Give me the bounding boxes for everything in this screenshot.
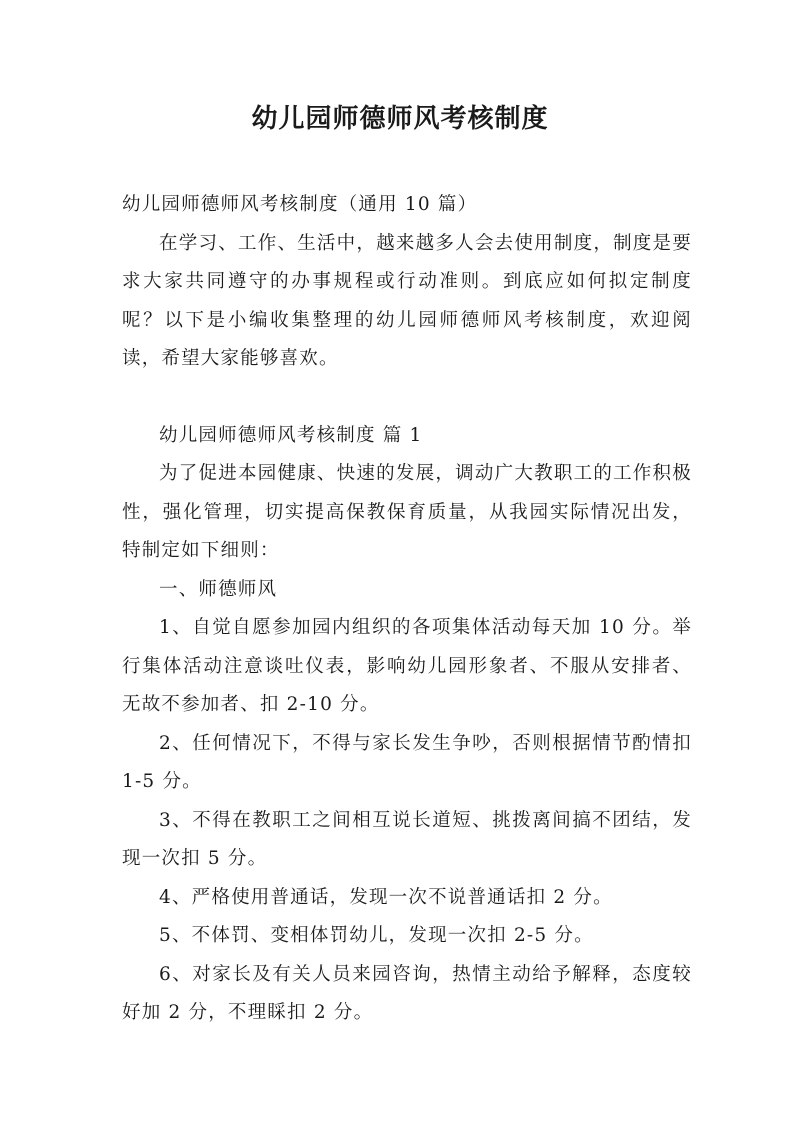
document-subtitle: 幼儿园师德师风考核制度（通用 10 篇） bbox=[122, 194, 478, 215]
document-body bbox=[122, 186, 692, 1033]
rule-item: 6、对家长及有关人员来园咨询，热情主动给予解释，态度较好加 2 分，不理睬扣 2 分。 bbox=[122, 963, 692, 1023]
part-heading: 一、师德师风 bbox=[159, 578, 278, 600]
rule-item: 3、不得在教职工之间相互说长道短、挑拨离间搞不团结，发现一次扣 5 分。 bbox=[122, 809, 692, 869]
section-heading: 幼儿园师德师风考核制度 篇 1 bbox=[159, 424, 423, 446]
section-intro-paragraph: 为了促进本园健康、快速的发展，调动广大教职工的工作积极性，强化管理，切实提高保教保育质量，从我园实际情况出发，特制定如下细则： bbox=[122, 463, 692, 561]
intro-paragraph: 在学习、工作、生活中，越来越多人会去使用制度，制度是要求大家共同遵守的办事规程或行动准则。到底应如何拟定制度呢？以下是小编收集整理的幼儿园师德师风考核制度，欢迎阅读，希望大家能够喜欢。 bbox=[122, 232, 692, 369]
paragraph-spacer bbox=[122, 379, 692, 417]
rule-item: 5、不体罚、变相体罚幼儿，发现一次扣 2-5 分。 bbox=[159, 925, 594, 946]
document-title: 幼儿园师德师风考核制度 bbox=[251, 104, 549, 134]
rule-item: 1、自觉自愿参加园内组织的各项集体活动每天加 10 分。举行集体活动注意谈吐仪表，影响幼儿园形象者、不服从安排者、无故不参加者、扣 2-10 分。 bbox=[122, 617, 692, 715]
rule-item: 4、严格使用普通话，发现一次不说普通话扣 2 分。 bbox=[159, 886, 613, 908]
rule-item: 2、任何情况下，不得与家长发生争吵，否则根据情节酌情扣 1-5 分。 bbox=[122, 732, 692, 792]
